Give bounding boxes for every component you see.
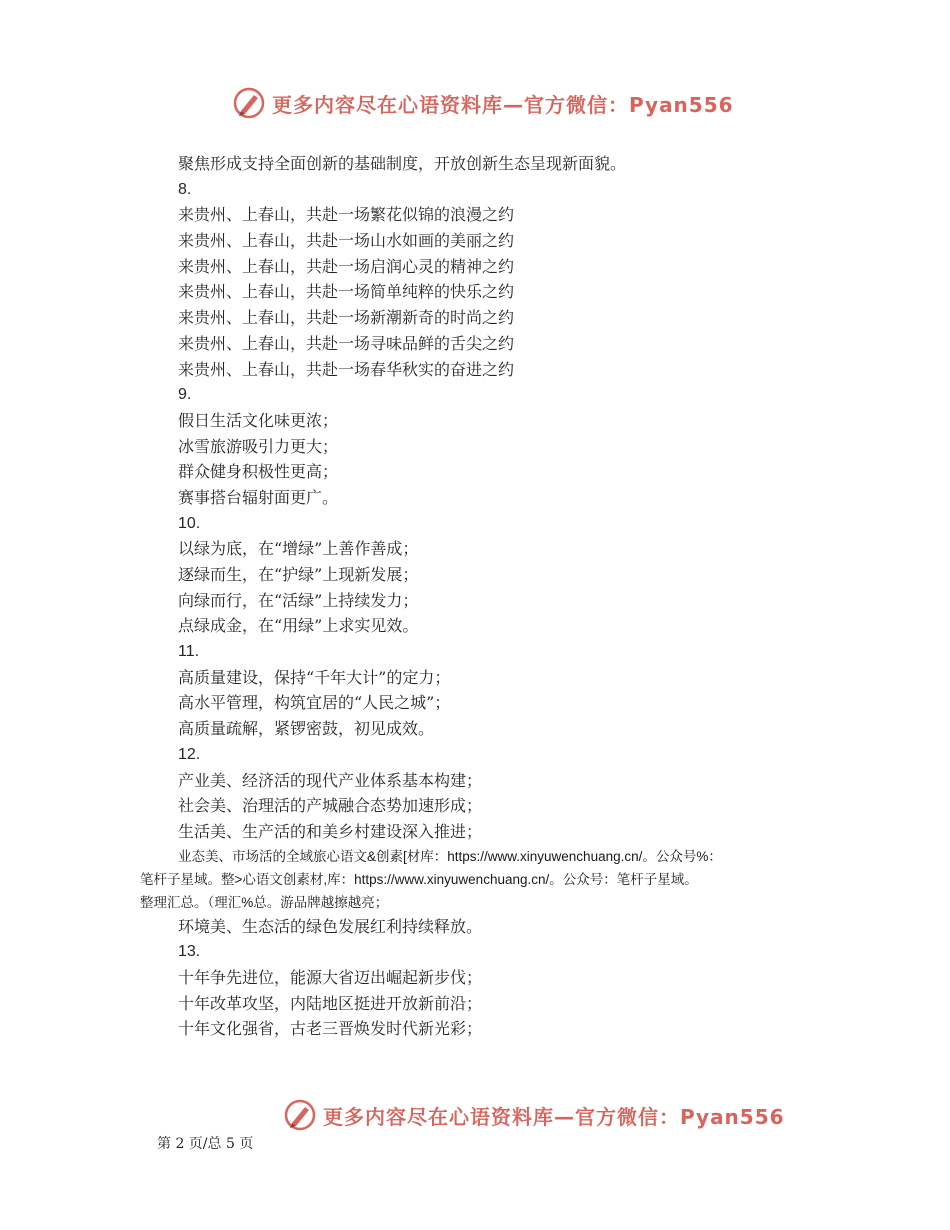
list-item: 十年文化强省，古老三晋焕发时代新光彩； [178,1019,483,1039]
section-number-8: 8. [178,180,192,198]
list-item: 产业美、经济活的现代产业体系基本构建； [178,770,483,790]
section-number-10: 10. [178,514,201,532]
list-item: 点绿成金，在“用绿”上求实见效。 [178,616,419,636]
list-item: 环境美、生态活的绿色发展红利持续释放。 [178,916,483,936]
list-item: 来贵州、上春山，共赴一场启润心灵的精神之约 [178,256,515,276]
list-item: 来贵州、上春山，共赴一场新潮新奇的时尚之约 [178,308,515,328]
paragraph-line: 聚焦形成支持全面创新的基础制度，开放创新生态呈现新面貌。 [178,154,627,173]
page-number: 第 2 页/总 5 页 [157,1136,254,1152]
section-number-12: 12. [178,745,201,763]
mixed-line: 整理汇总。（理汇%总。游品牌越擦越亮； [140,894,389,910]
list-item: 高质量疏解，紧锣密鼓，初见成效。 [178,719,435,739]
list-item: 十年争先进位，能源大省迈出崛起新步伐； [178,967,483,987]
list-item: 来贵州、上春山，共赴一场春华秋实的奋进之约 [178,359,515,379]
footer-banner-text: 更多内容尽在心语资料库—官方微信：Pyan556 [323,1104,785,1129]
list-item: 社会美、治理活的产城融合态势加速形成； [178,796,483,816]
section-number-13: 13. [178,943,201,961]
footer-banner [283,1095,785,1135]
list-item: 冰雪旅游吸引力更大； [178,436,339,456]
list-item: 向绿而行，在“活绿”上持续发力； [178,590,419,610]
list-item: 以绿为底，在“增绿”上善作善成； [178,539,419,559]
list-item: 高水平管理，构筑宜居的“人民之城”； [178,693,451,713]
list-item: 假日生活文化味更浓； [178,410,339,430]
list-item: 高质量建设，保持“千年大计”的定力； [178,667,451,687]
header-banner [232,83,734,123]
list-item: 来贵州、上春山，共赴一场简单纯粹的快乐之约 [178,282,515,302]
list-item: 生活美、生产活的和美乡村建设深入推进； [178,821,483,841]
list-item: 群众健身积极性更高； [178,462,339,482]
list-item: 逐绿而生，在“护绿”上现新发展； [178,565,419,584]
body-content [140,151,878,1042]
list-item: 来贵州、上春山，共赴一场寻味品鲜的舌尖之约 [178,333,515,353]
mixed-line: 业态美、市场活的全域旅心语文&创素[材库：https://www.xinyuwenchuang.cn/。公众号%： [178,848,722,864]
list-item: 来贵州、上春山，共赴一场繁花似锦的浪漫之约 [178,205,515,225]
list-item: 赛事搭台辐射面更广。 [178,487,339,507]
watermark-mixed-paragraph [140,845,840,914]
mixed-line: 笔杆子星域。整>心语文创素材,库：https://www.xinyuwenchuang.cn/。公众号：笔杆子星域。 [140,871,698,887]
section-number-9: 9. [178,386,192,404]
header-banner-text: 更多内容尽在心语资料库—官方微信：Pyan556 [272,92,734,117]
pen-logo-icon [283,1098,317,1132]
pen-logo-icon [232,86,266,120]
section-number-11: 11. [178,643,200,661]
list-item: 来贵州、上春山，共赴一场山水如画的美丽之约 [178,231,515,251]
list-item: 十年改革攻坚，内陆地区挺进开放新前沿； [178,993,483,1013]
